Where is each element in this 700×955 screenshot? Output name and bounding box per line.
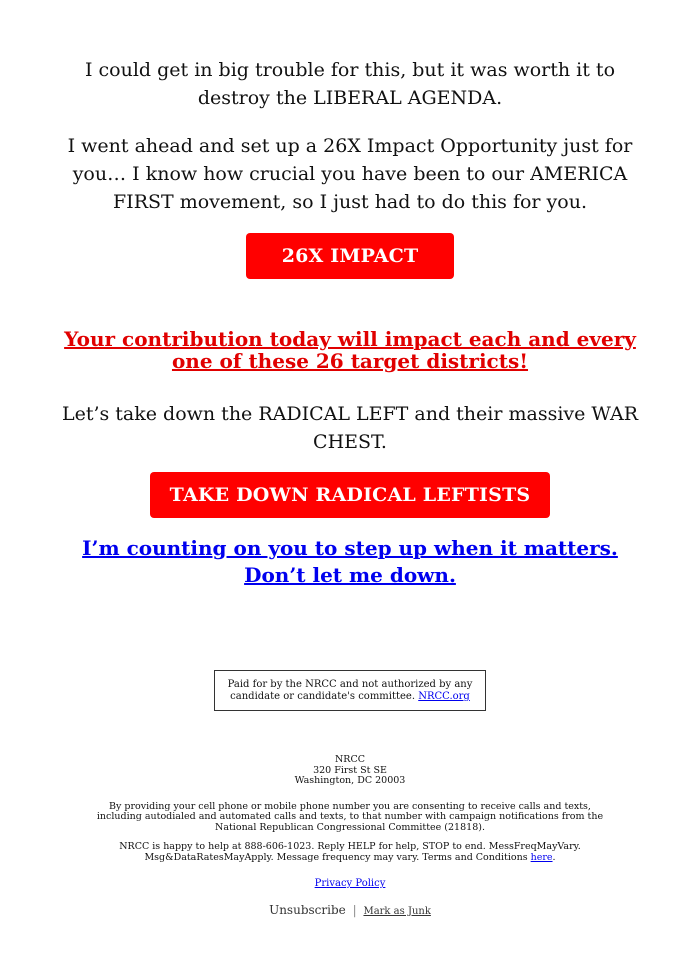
unsubscribe-line [0, 903, 700, 917]
privacy-policy-link[interactable]: Privacy Policy [314, 878, 386, 889]
nrcc-website-link[interactable]: NRCC.org [418, 691, 470, 702]
impact-button[interactable]: 26X IMPACT >> [246, 233, 454, 279]
street-address: 320 First St SE [313, 764, 387, 776]
intro-paragraph-1: I could get in big trouble for this, but it was worth it to destroy the LIBERAL AGENDA. [84, 59, 616, 109]
privacy-container [90, 879, 610, 890]
help-text-block [90, 842, 610, 863]
take-down-button[interactable]: TAKE DOWN RADICAL LEFTISTS [150, 472, 551, 518]
impact-button-container [0, 233, 700, 312]
terms-here-link[interactable]: here [530, 851, 553, 863]
intro-paragraph-2: I went ahead and set up a 26X Impact Opportunity just for you… I know how crucial you have been to our AMERICA FIRST movement, so I just had to do this for you. [67, 135, 633, 213]
take-down-paragraph: Let’s take down the RADICAL LEFT and their massive WAR CHEST. [61, 403, 639, 453]
disclaimer-text: Paid for by the NRCC and not authorized by any candidate or candidate's committee. [227, 679, 473, 702]
mailing-address [90, 755, 610, 787]
help-text: NRCC is happy to help at 888-606-1023. Reply HELP for help, STOP to end. MessFreqMayVary. Msg&DataRatesMayApply. Message frequency may vary. Terms and Conditions [119, 841, 581, 863]
city-address: Washington, DC 20003 [294, 775, 406, 786]
paid-for-disclaimer [214, 670, 486, 711]
take-down-button-container [0, 472, 700, 518]
help-period: . [552, 851, 556, 863]
mark-as-junk-link[interactable]: Mark as Junk [363, 905, 431, 917]
separator: | [352, 902, 357, 917]
consent-text: By providing your cell phone or mobile phone number you are consenting to receive calls and texts, including autodialed and automated calls and texts, to that number with campaign notifications from the National Republican Congressional Committee (21818). [96, 800, 604, 833]
counting-on-you-link[interactable]: I’m counting on you to step up when it matters. Don’t let me down. [82, 536, 618, 587]
contribution-link[interactable]: Your contribution today will impact each and every one of these 26 target districts! [64, 327, 636, 373]
unsubscribe-link[interactable]: Unsubscribe [269, 902, 346, 917]
org-name: NRCC [334, 754, 365, 765]
